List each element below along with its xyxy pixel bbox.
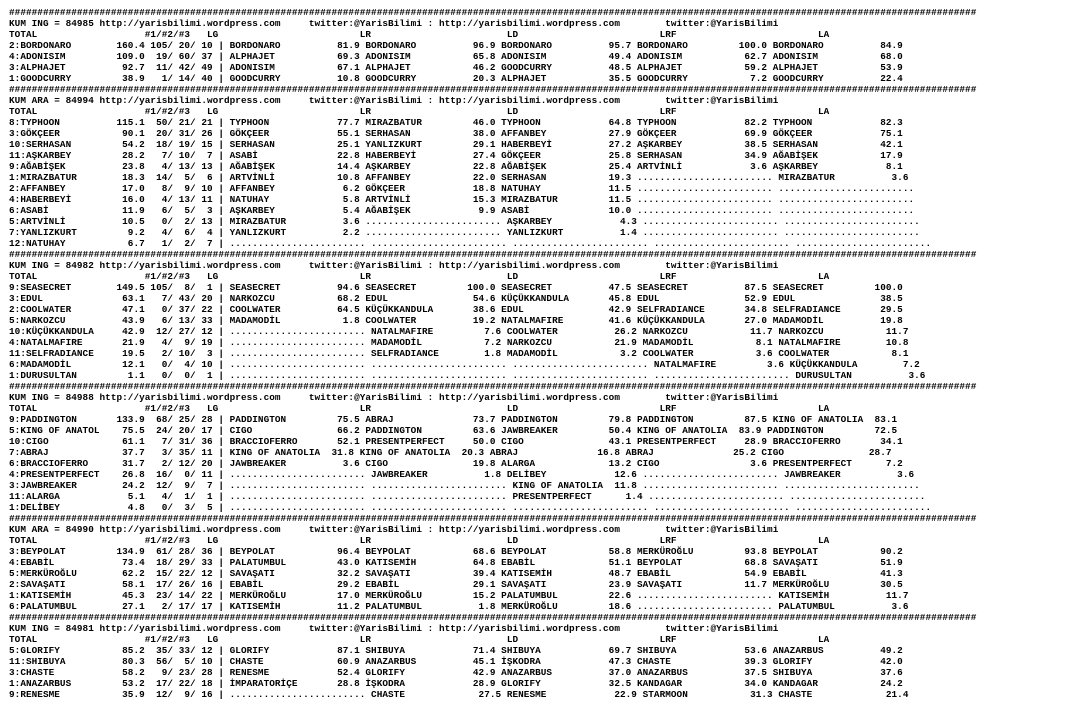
table-row: 6:MADAMODİL 12.1 0/ 4/ 10 | ........................ ........................ ........................ NATALMAFIRE 3.6 KÜÇÜKKANDULA 7.2 <box>9 359 920 370</box>
table-row: 5:KING OF ANATOL 75.5 24/ 20/ 17 | CIGO 66.2 PADDINGTON 63.6 JAWBREAKER 50.4 KING OF ANATOLIA 83.9 PADDINGTON 72.5 <box>9 425 898 436</box>
column-headers: TOTAL #1/#2/#3 LG LR LD LRF LA <box>9 403 830 414</box>
table-row: 5:GLORIFY 85.2 35/ 33/ 12 | GLORIFY 87.1 SHIBUYA 71.4 SHIBUYA 69.7 SHIBUYA 53.6 ANAZARBUS 49.2 <box>9 645 903 656</box>
table-row: 6:PALATUMBUL 27.1 2/ 17/ 17 | KATISEMİH 11.2 PALATUMBUL 1.8 MERKÜROĞLU 18.6 ........................ PALATUMBUL 3.6 <box>9 601 909 612</box>
section-divider: ########################################################################################################################################################################### <box>9 84 977 95</box>
table-row: 11:SELFRADIANCE 19.5 2/ 10/ 3 | ........................ SELFRADIANCE 1.8 MADAMODİL 3.2 COOLWATER 3.6 COOLWATER 8.1 <box>9 348 909 359</box>
table-row: 7:ABRAJ 37.7 3/ 35/ 11 | KING OF ANATOLIA 31.8 KING OF ANATOLIA 20.3 ABRAJ 16.8 ABRAJ 25.2 CIGO 28.7 <box>9 447 892 458</box>
column-headers: TOTAL #1/#2/#3 LG LR LD LRF LA <box>9 634 830 645</box>
section-divider: ########################################################################################################################################################################### <box>9 381 977 392</box>
table-row: 6:BRACCIOFERRO 31.7 2/ 12/ 20 | JAWBREAKER 3.6 CIGO 19.8 ALARGA 13.2 CIGO 3.6 PRESENTPERFECT 7.2 <box>9 458 903 469</box>
section-header: KUM ING = 84985 http://yarisbilimi.wordpress.com twitter:@YarisBilimi : http://yarisbilimi.wordpress.com twitter:@YarisBilimi <box>9 18 779 29</box>
table-row: 3:ALPHAJET 92.7 11/ 42/ 49 | ADONISIM 67.1 ALPHAJET 46.2 GOODCURRY 48.5 ALPHAJET 59.2 ALPHAJET 53.9 <box>9 62 903 73</box>
section-header: KUM ING = 84982 http://yarisbilimi.wordpress.com twitter:@YarisBilimi : http://yarisbilimi.wordpress.com twitter:@YarisBilimi <box>9 260 779 271</box>
table-row: 2:SAVAŞATI 58.1 17/ 26/ 16 | EBABİL 29.2 EBABİL 29.1 SAVAŞATI 23.9 SAVAŞATI 11.7 MERKÜROĞLU 30.5 <box>9 579 903 590</box>
section-divider: ########################################################################################################################################################################### <box>9 249 977 260</box>
table-row: 5:MERKÜROĞLU 62.2 15/ 22/ 12 | SAVAŞATI 32.2 SAVAŞATI 39.4 KATISEMİH 48.7 EBABİL 54.9 EBABİL 41.3 <box>9 568 903 579</box>
table-row: 1:DURUSULTAN 1.1 0/ 0/ 1 | ........................ ........................ ........................ ........................ DURUSULTAN 3.6 <box>9 370 926 381</box>
column-headers: TOTAL #1/#2/#3 LG LR LD LRF LA <box>9 535 830 546</box>
table-row: 3:GÖKÇEER 90.1 20/ 31/ 26 | GÖKÇEER 55.1 SERHASAN 38.0 AFFANBEY 27.9 GÖKÇEER 69.9 GÖKÇEER 75.1 <box>9 128 903 139</box>
table-row: 6:ASABİ 11.9 6/ 5/ 3 | AŞKARBEY 5.4 AĞABİŞEK 9.9 ASABİ 10.0 ........................ ........................ <box>9 205 915 216</box>
table-row: 10:CIGO 61.1 7/ 31/ 36 | BRACCIOFERRO 52.1 PRESENTPERFECT 50.0 CIGO 43.1 PRESENTPERFECT 28.9 BRACCIOFERRO 34.1 <box>9 436 903 447</box>
column-headers: TOTAL #1/#2/#3 LG LR LD LRF LA <box>9 106 830 117</box>
section-header: KUM ARA = 84990 http://yarisbilimi.wordpress.com twitter:@YarisBilimi : http://yarisbilimi.wordpress.com twitter:@YarisBilimi <box>9 524 779 535</box>
table-row: 3:BEYPOLAT 134.9 61/ 28/ 36 | BEYPOLAT 96.4 BEYPOLAT 68.6 BEYPOLAT 58.8 MERKÜROĞLU 93.8 BEYPOLAT 90.2 <box>9 546 903 557</box>
section-divider: ########################################################################################################################################################################### <box>9 612 977 623</box>
table-row: 2:BORDONARO 160.4 105/ 20/ 10 | BORDONARO 81.9 BORDONARO 96.9 BORDONARO 95.7 BORDONARO 100.0 BORDONARO 84.9 <box>9 40 903 51</box>
table-row: 1:KATISEMİH 45.3 23/ 14/ 22 | MERKÜROĞLU 17.0 MERKÜROĞLU 15.2 PALATUMBUL 22.6 ........................ KATISEMİH 11.7 <box>9 590 909 601</box>
table-row: 1:ANAZARBUS 53.2 17/ 22/ 18 | İMPARATORİÇE 28.8 İŞKODRA 28.9 GLORIFY 32.5 KANDAGAR 34.0 KANDAGAR 24.2 <box>9 678 903 689</box>
table-row: 1:MIRAZBATUR 18.3 14/ 5/ 6 | ARTVİNLİ 10.8 AFFANBEY 22.0 SERHASAN 19.3 ........................ MIRAZBATUR 3.6 <box>9 172 909 183</box>
table-row: 4:ADONISIM 109.0 19/ 60/ 37 | ALPHAJET 69.3 ADONISIM 65.8 ADONISIM 49.4 ADONISIM 62.7 ADONISIM 68.0 <box>9 51 903 62</box>
section-divider: ########################################################################################################################################################################### <box>9 7 977 18</box>
table-row: 4:PRESENTPERFECT 26.8 16/ 0/ 11 | ........................ JAWBREAKER 1.8 DELİBEY 12.6 ........................ JAWBREAKER 3.6 <box>9 469 915 480</box>
table-row: 4:HABERBEYİ 16.0 4/ 13/ 11 | NATUHAY 5.8 ARTVİNLİ 15.3 MIRAZBATUR 11.5 ........................ ........................ <box>9 194 915 205</box>
table-row: 3:EDUL 63.1 7/ 43/ 20 | NARKOZCU 68.2 EDUL 54.6 KÜÇÜKKANDULA 45.8 EDUL 52.9 EDUL 38.5 <box>9 293 903 304</box>
table-row: 3:CHASTE 58.2 9/ 23/ 28 | RENESME 52.4 GLORIFY 42.9 ANAZARBUS 37.0 ANAZARBUS 37.5 SHIBUYA 37.6 <box>9 667 903 678</box>
table-row: 7:YANLIZKURT 9.2 4/ 6/ 4 | YANLIZKURT 2.2 ........................ YANLIZKURT 1.4 ........................ ........................ <box>9 227 920 238</box>
column-headers: TOTAL #1/#2/#3 LG LR LD LRF LA <box>9 29 830 40</box>
table-row: 4:EBABİL 73.4 18/ 29/ 33 | PALATUMBUL 43.0 KATISEMİH 64.8 EBABİL 51.1 BEYPOLAT 68.8 SAVAŞATI 51.9 <box>9 557 903 568</box>
table-row: 5:ARTVİNLİ 10.5 0/ 2/ 13 | MIRAZBATUR 3.6 ........................ AŞKARBEY 4.3 ........................ ........................ <box>9 216 920 227</box>
table-row: 11:SHIBUYA 80.3 56/ 5/ 10 | CHASTE 60.9 ANAZARBUS 45.1 İŞKODRA 47.3 CHASTE 39.3 GLORIFY 42.0 <box>9 656 903 667</box>
table-row: 3:JAWBREAKER 24.2 12/ 9/ 7 | ........................ ........................ KING OF ANATOLIA 11.8 ........................ ........................ <box>9 480 920 491</box>
table-row: 10:KÜÇÜKKANDULA 42.9 12/ 27/ 12 | ........................ NATALMAFIRE 7.6 COOLWATER 26.2 NARKOZCU 11.7 NARKOZCU 11.7 <box>9 326 909 337</box>
section-header: KUM ING = 84981 http://yarisbilimi.wordpress.com twitter:@YarisBilimi : http://yarisbilimi.wordpress.com twitter:@YarisBilimi <box>9 623 779 634</box>
section-divider: ########################################################################################################################################################################### <box>9 513 977 524</box>
table-row: 1:DELİBEY 4.8 0/ 3/ 5 | ........................ ........................ ........................ ........................ ........................ <box>9 502 932 513</box>
section-header: KUM ING = 84988 http://yarisbilimi.wordpress.com twitter:@YarisBilimi : http://yarisbilimi.wordpress.com twitter:@YarisBilimi <box>9 392 779 403</box>
table-row: 11:ALARGA 5.1 4/ 1/ 1 | ........................ ........................ PRESENTPERFECT 1.4 ........................ ........................ <box>9 491 926 502</box>
table-row: 9:SEASECRET 149.5 105/ 8/ 1 | SEASECRET 94.6 SEASECRET 100.0 SEASECRET 47.5 SEASECRET 87.5 SEASECRET 100.0 <box>9 282 903 293</box>
race-statistics-printout <box>9 7 1075 707</box>
table-row: 11:AŞKARBEY 28.2 7/ 10/ 7 | ASABİ 22.8 HABERBEYİ 27.4 GÖKÇEER 25.8 SERHASAN 34.9 AĞABİŞEK 17.9 <box>9 150 903 161</box>
table-row: 5:NARKOZCU 43.9 6/ 13/ 33 | MADAMODİL 1.8 COOLWATER 19.2 NATALMAFIRE 41.6 KÜÇÜKKANDULA 27.0 MADAMODİL 19.8 <box>9 315 903 326</box>
table-row: 8:TYPHOON 115.1 50/ 21/ 21 | TYPHOON 77.7 MIRAZBATUR 46.0 TYPHOON 64.8 TYPHOON 82.2 TYPHOON 82.3 <box>9 117 903 128</box>
table-row: 10:SERHASAN 54.2 18/ 19/ 15 | SERHASAN 25.1 YANLIZKURT 29.1 HABERBEYİ 27.2 AŞKARBEY 38.5 SERHASAN 42.1 <box>9 139 903 150</box>
table-row: 9:AĞABİŞEK 23.8 4/ 13/ 13 | AĞABİŞEK 14.4 AŞKARBEY 22.8 AĞABİŞEK 25.4 ARTVİNLİ 3.6 AŞKARBEY 8.1 <box>9 161 903 172</box>
table-row: 9:RENESME 35.9 12/ 9/ 16 | ........................ CHASTE 27.5 RENESME 22.9 STARMOON 31.3 CHASTE 21.4 <box>9 689 909 700</box>
section-header: KUM ARA = 84994 http://yarisbilimi.wordpress.com twitter:@YarisBilimi : http://yarisbilimi.wordpress.com twitter:@YarisBilimi <box>9 95 779 106</box>
table-row: 12:NATUHAY 6.7 1/ 2/ 7 | ........................ ........................ ........................ ........................ ........................ <box>9 238 932 249</box>
table-row: 1:GOODCURRY 38.9 1/ 14/ 40 | GOODCURRY 10.8 GOODCURRY 20.3 ALPHAJET 35.5 GOODCURRY 7.2 GOODCURRY 22.4 <box>9 73 903 84</box>
table-row: 9:PADDINGTON 133.9 68/ 25/ 28 | PADDINGTON 75.5 ABRAJ 73.7 PADDINGTON 79.8 PADDINGTON 87.5 KING OF ANATOLIA 83.1 <box>9 414 898 425</box>
table-row: 4:NATALMAFIRE 21.9 4/ 9/ 19 | ........................ MADAMODİL 7.2 NARKOZCU 21.9 MADAMODİL 8.1 NATALMAFIRE 10.8 <box>9 337 909 348</box>
column-headers: TOTAL #1/#2/#3 LG LR LD LRF LA <box>9 271 830 282</box>
table-row: 2:COOLWATER 47.1 0/ 37/ 22 | COOLWATER 64.5 KÜÇÜKKANDULA 38.6 EDUL 42.9 SELFRADIANCE 34.8 SELFRADIANCE 29.5 <box>9 304 903 315</box>
table-row: 2:AFFANBEY 17.0 8/ 9/ 10 | AFFANBEY 6.2 GÖKÇEER 18.8 NATUHAY 11.5 ........................ ........................ <box>9 183 915 194</box>
